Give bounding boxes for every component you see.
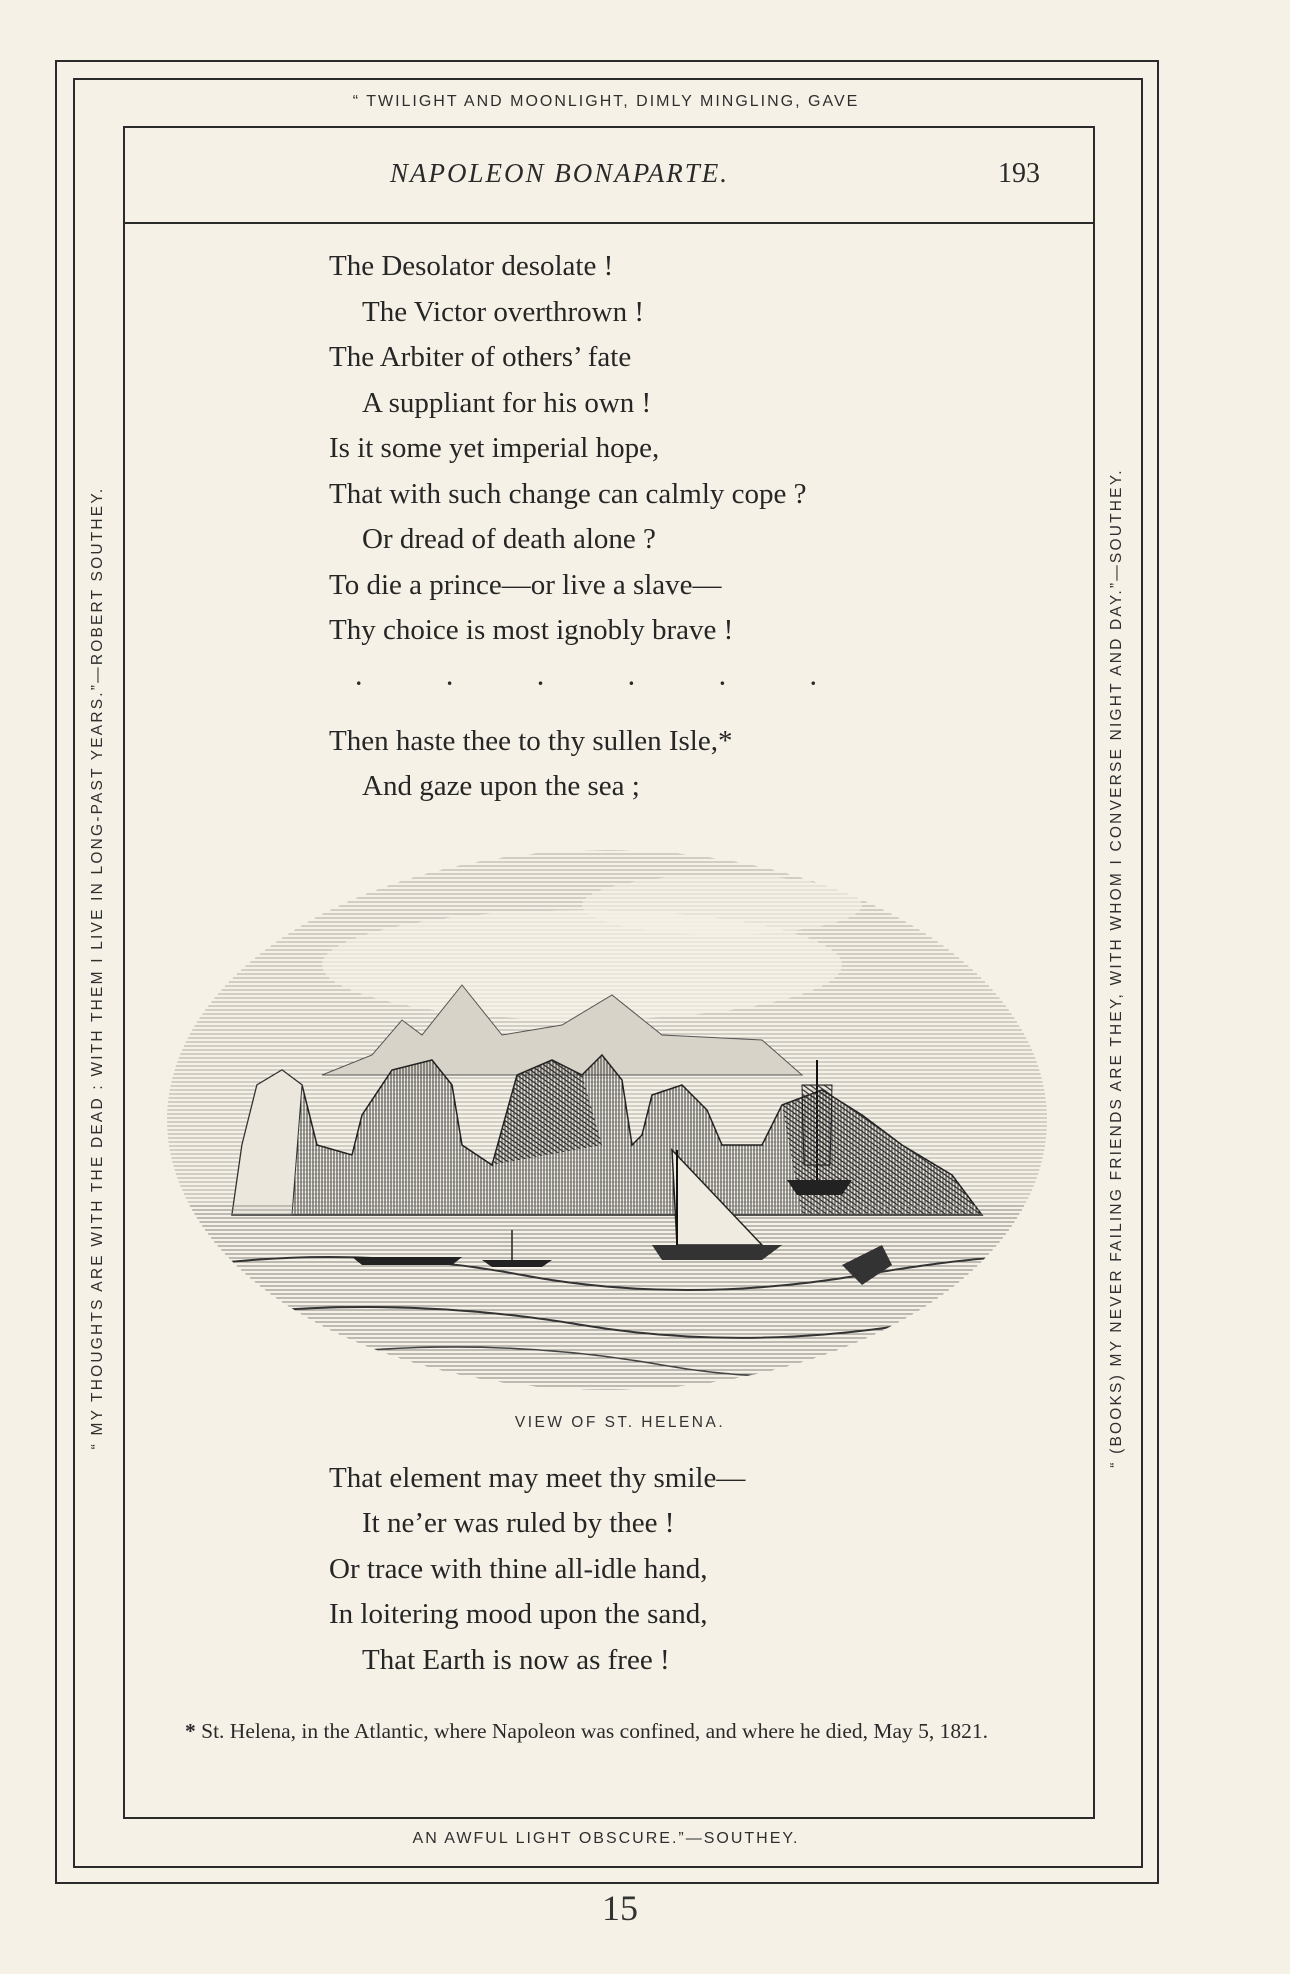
dot: . [356,665,362,690]
page-number: 193 [998,158,1040,189]
poem-line: The Desolator desolate ! [329,250,614,282]
poem-line: The Arbiter of others’ fate [329,341,632,373]
dot: . [719,665,726,690]
poem-line: That with such change can calmly cope ? [329,478,807,510]
signature-mark: 15 [602,1888,638,1928]
footnote [163,1716,1063,1747]
poem-line: In loitering mood upon the sand, [329,1598,708,1630]
poem-line: Thy choice is most ignobly brave ! [329,614,734,646]
poem-line: It ne’er was ruled by thee ! [362,1507,675,1539]
poem-line: Or dread of death alone ? [362,523,656,555]
ellipsis-dots [356,665,816,691]
border-quote-top: “ TWILIGHT AND MOONLIGHT, DIMLY MINGLING, GAVE [352,93,860,110]
footnote-marker: * [185,1719,196,1743]
running-head: NAPOLEON BONAPARTE. [390,158,730,188]
dot: . [537,665,544,690]
dot: . [628,665,635,690]
illustration-caption: VIEW OF ST. HELENA. [514,1414,726,1431]
poem-line: That element may meet thy smile— [329,1462,746,1494]
footnote-text: St. Helena, in the Atlantic, where Napoleon was confined, and where he died, May 5, 1821. [195,1719,989,1743]
poem-line: Then haste thee to thy sullen Isle,* [329,725,733,757]
poem-line: And gaze upon the sea ; [362,770,640,802]
border-quote-bottom: AN AWFUL LIGHT OBSCURE.”—SOUTHEY. [412,1830,800,1847]
border-quote-right: “ (BOOKS) MY NEVER FAILING FRIENDS ARE THEY, WITH WHOM I CONVERSE NIGHT AND DAY.”—SOUTHEY. [1108,468,1125,1468]
poem-line: Is it some yet imperial hope, [329,432,660,464]
border-quote-left: “ MY THOUGHTS ARE WITH THE DEAD : WITH THEM I LIVE IN LONG-PAST YEARS.”—ROBERT SOUTHEY. [89,486,106,1450]
dot: . [810,665,816,690]
poem-line: Or trace with thine all-idle hand, [329,1553,708,1585]
poem-line: The Victor overthrown ! [362,296,644,328]
poem-line: That Earth is now as free ! [362,1644,670,1676]
st-helena-engraving [162,845,1052,1390]
header-rule [123,222,1093,224]
poem-line: A suppliant for his own ! [362,387,652,419]
dot: . [446,665,453,690]
poem-line: To die a prince—or live a slave— [329,569,722,601]
